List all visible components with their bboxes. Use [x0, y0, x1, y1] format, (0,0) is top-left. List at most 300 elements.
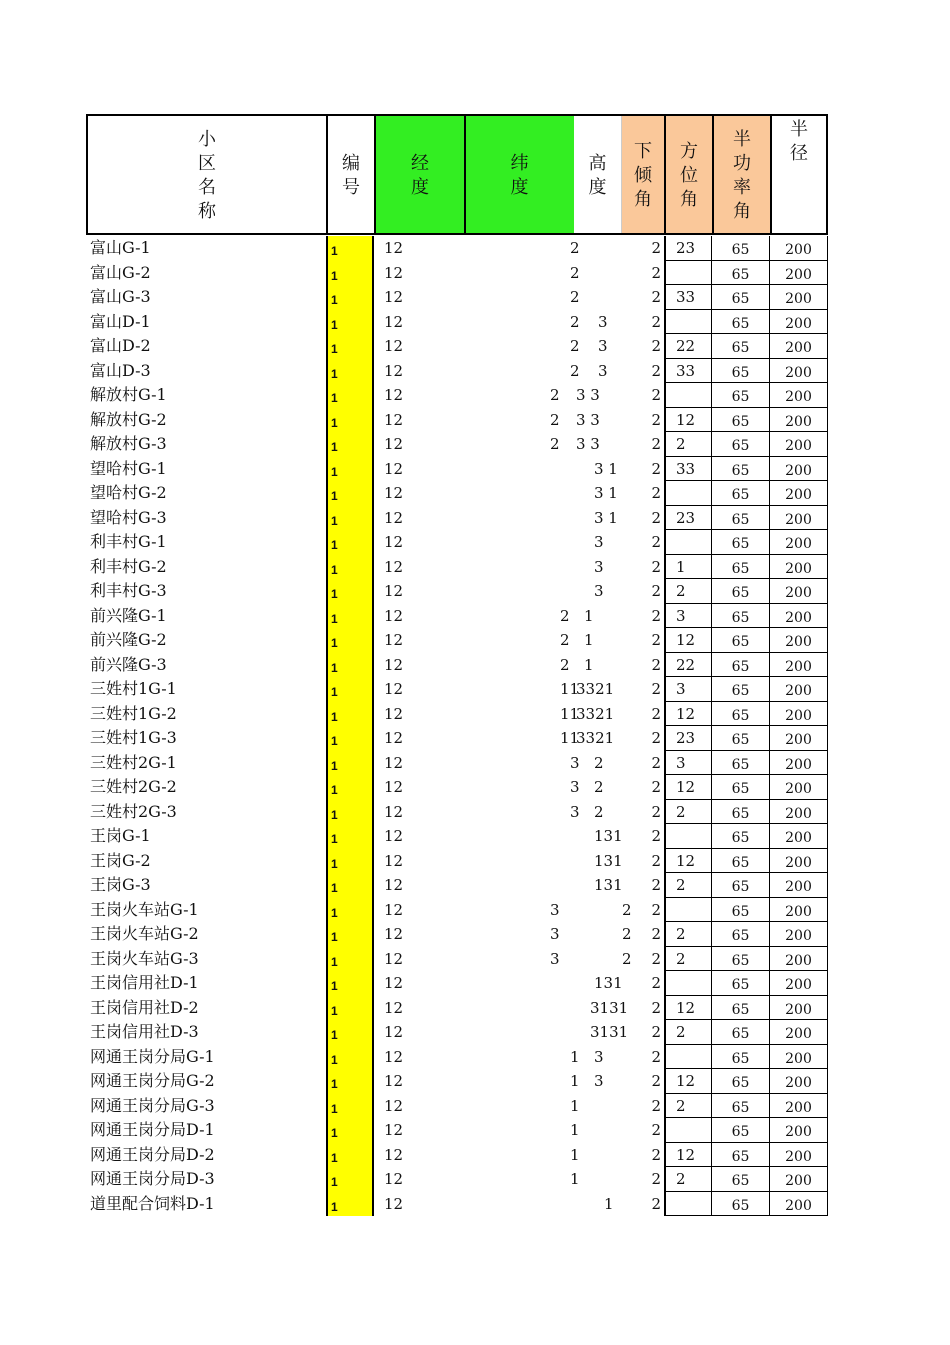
- cell-tilt[interactable]: 2: [651, 1170, 661, 1188]
- cell-lat[interactable]: 2: [560, 606, 570, 625]
- cell-power[interactable]: 65: [712, 996, 770, 1021]
- header-tilt-cell[interactable]: [622, 116, 666, 233]
- table-row[interactable]: [86, 800, 828, 825]
- table-row[interactable]: [86, 898, 828, 923]
- cell-radius[interactable]: 200: [770, 432, 828, 457]
- cell-lat[interactable]: 3: [570, 753, 580, 772]
- cell-name[interactable]: 王岗信用社D-3: [90, 1022, 199, 1041]
- cell-power[interactable]: 65: [712, 261, 770, 286]
- cell-id[interactable]: 1: [326, 408, 374, 433]
- cell-radius[interactable]: 200: [770, 873, 828, 898]
- cell-azimuth[interactable]: [664, 261, 712, 286]
- cell-height[interactable]: 131: [594, 876, 623, 894]
- table-row[interactable]: [86, 359, 828, 384]
- cell-azimuth[interactable]: 23: [664, 506, 712, 531]
- cell-id[interactable]: 1: [326, 285, 374, 310]
- cell-lon[interactable]: 12: [384, 459, 404, 478]
- cell-height[interactable]: 3 3: [576, 410, 600, 429]
- cell-height[interactable]: 3: [598, 312, 608, 331]
- cell-azimuth[interactable]: 2: [664, 1094, 712, 1119]
- table-row[interactable]: [86, 677, 828, 702]
- cell-name[interactable]: 网通王岗分局G-3: [90, 1095, 215, 1115]
- cell-radius[interactable]: 200: [770, 800, 828, 825]
- table-row[interactable]: [86, 873, 828, 898]
- cell-radius[interactable]: 200: [770, 236, 828, 261]
- cell-tilt[interactable]: 2: [651, 802, 661, 821]
- cell-lat[interactable]: 1: [570, 1170, 580, 1188]
- cell-lon[interactable]: 12: [384, 729, 404, 747]
- cell-radius[interactable]: 200: [770, 555, 828, 580]
- cell-lat[interactable]: 2: [570, 263, 580, 282]
- cell-lat[interactable]: [456, 506, 576, 531]
- cell-radius[interactable]: 200: [770, 653, 828, 678]
- cell-tilt[interactable]: 2: [651, 1121, 661, 1139]
- cell-height[interactable]: 3: [594, 582, 604, 600]
- cell-id[interactable]: 1: [326, 824, 374, 849]
- cell-lat[interactable]: [456, 849, 576, 874]
- cell-radius[interactable]: 200: [770, 457, 828, 482]
- cell-id[interactable]: 1: [326, 677, 374, 702]
- table-row[interactable]: [86, 604, 828, 629]
- cell-name[interactable]: 王岗火车站G-1: [90, 899, 199, 919]
- cell-lon[interactable]: 12: [384, 557, 404, 576]
- cell-id[interactable]: 1: [326, 1094, 374, 1119]
- cell-name[interactable]: 富山G-1: [90, 238, 151, 257]
- cell-name[interactable]: 前兴隆G-3: [90, 654, 167, 674]
- cell-power[interactable]: 65: [712, 579, 770, 604]
- table-row[interactable]: [86, 555, 828, 580]
- cell-power[interactable]: 65: [712, 1118, 770, 1143]
- cell-lat[interactable]: [456, 971, 576, 996]
- cell-lat[interactable]: [456, 1020, 576, 1045]
- cell-lon[interactable]: 12: [384, 361, 404, 380]
- cell-tilt[interactable]: 2: [651, 288, 661, 306]
- cell-id[interactable]: 1: [326, 751, 374, 776]
- cell-height[interactable]: 2: [594, 802, 604, 821]
- cell-radius[interactable]: 200: [770, 628, 828, 653]
- cell-power[interactable]: 65: [712, 800, 770, 825]
- cell-power[interactable]: 65: [712, 1167, 770, 1192]
- header-height-cell[interactable]: [574, 116, 622, 233]
- cell-radius[interactable]: 200: [770, 677, 828, 702]
- cell-power[interactable]: 65: [712, 898, 770, 923]
- cell-radius[interactable]: 200: [770, 285, 828, 310]
- cell-height[interactable]: 3: [594, 557, 604, 576]
- cell-power[interactable]: 65: [712, 775, 770, 800]
- cell-power[interactable]: 65: [712, 1069, 770, 1094]
- cell-height[interactable]: 131: [594, 851, 623, 870]
- cell-lat[interactable]: 2: [550, 410, 560, 429]
- cell-name[interactable]: 解放村G-3: [90, 434, 167, 453]
- cell-lat[interactable]: [456, 481, 576, 506]
- cell-azimuth[interactable]: 12: [664, 996, 712, 1021]
- cell-tilt[interactable]: 2: [651, 386, 661, 404]
- cell-lon[interactable]: 12: [384, 239, 404, 257]
- table-row[interactable]: [86, 506, 828, 531]
- cell-name[interactable]: 王岗信用社D-2: [90, 997, 199, 1017]
- cell-id[interactable]: 1: [326, 383, 374, 408]
- cell-power[interactable]: 65: [712, 1143, 770, 1168]
- cell-power[interactable]: 65: [712, 383, 770, 408]
- cell-lon[interactable]: 12: [384, 263, 404, 282]
- cell-id[interactable]: 1: [326, 628, 374, 653]
- cell-radius[interactable]: 200: [770, 1167, 828, 1192]
- cell-id[interactable]: 1: [326, 996, 374, 1021]
- cell-name[interactable]: 王岗G-3: [90, 875, 151, 894]
- table-row[interactable]: [86, 1167, 828, 1192]
- cell-name[interactable]: 三姓村2G-3: [90, 801, 177, 821]
- cell-height[interactable]: 3: [594, 1072, 604, 1090]
- cell-height[interactable]: 2: [622, 949, 632, 968]
- cell-azimuth[interactable]: [664, 1192, 712, 1217]
- cell-name[interactable]: 望哈村G-2: [90, 483, 167, 502]
- cell-power[interactable]: 65: [712, 947, 770, 972]
- cell-tilt[interactable]: 2: [651, 435, 661, 453]
- cell-tilt[interactable]: 2: [651, 1145, 661, 1164]
- cell-id[interactable]: 1: [326, 971, 374, 996]
- cell-power[interactable]: 65: [712, 506, 770, 531]
- cell-azimuth[interactable]: 2: [664, 922, 712, 947]
- cell-name[interactable]: 网通王岗分局D-3: [90, 1169, 215, 1188]
- cell-name[interactable]: 富山G-2: [90, 262, 151, 282]
- cell-lat[interactable]: 11: [560, 680, 580, 698]
- cell-lon[interactable]: 12: [384, 949, 404, 968]
- cell-name[interactable]: 王岗火车站G-2: [90, 924, 199, 943]
- cell-lon[interactable]: 12: [384, 1170, 404, 1188]
- cell-lat[interactable]: [456, 555, 576, 580]
- cell-name[interactable]: 王岗G-2: [90, 850, 151, 870]
- cell-name[interactable]: 王岗信用社D-1: [90, 973, 199, 992]
- cell-radius[interactable]: 200: [770, 1045, 828, 1070]
- cell-azimuth[interactable]: 12: [664, 628, 712, 653]
- cell-radius[interactable]: 200: [770, 898, 828, 923]
- cell-azimuth[interactable]: [664, 530, 712, 555]
- cell-radius[interactable]: 200: [770, 702, 828, 727]
- cell-id[interactable]: 1: [326, 653, 374, 678]
- cell-lon[interactable]: 12: [384, 1194, 404, 1213]
- cell-power[interactable]: 65: [712, 628, 770, 653]
- cell-azimuth[interactable]: 33: [664, 359, 712, 384]
- cell-azimuth[interactable]: 12: [664, 408, 712, 433]
- cell-radius[interactable]: 200: [770, 1192, 828, 1217]
- table-row[interactable]: [86, 628, 828, 653]
- cell-name[interactable]: 前兴隆G-1: [90, 605, 167, 625]
- cell-radius[interactable]: 200: [770, 334, 828, 359]
- cell-lat[interactable]: 2: [570, 361, 580, 380]
- cell-id[interactable]: 1: [326, 604, 374, 629]
- cell-lat[interactable]: 2: [570, 288, 580, 306]
- cell-name[interactable]: 网通王岗分局D-2: [90, 1144, 215, 1164]
- cell-tilt[interactable]: 2: [651, 778, 661, 796]
- cell-tilt[interactable]: 2: [651, 680, 661, 698]
- cell-lon[interactable]: 12: [384, 680, 404, 698]
- cell-radius[interactable]: 200: [770, 1020, 828, 1045]
- table-row[interactable]: [86, 922, 828, 947]
- table-row[interactable]: [86, 726, 828, 751]
- cell-tilt[interactable]: 2: [651, 1023, 661, 1041]
- cell-lon[interactable]: 12: [384, 337, 404, 355]
- cell-name[interactable]: 三姓村1G-2: [90, 703, 177, 723]
- cell-id[interactable]: 1: [326, 898, 374, 923]
- cell-lat[interactable]: 3: [570, 778, 580, 796]
- cell-lat[interactable]: 2: [560, 655, 570, 674]
- cell-id[interactable]: 1: [326, 702, 374, 727]
- table-row[interactable]: [86, 408, 828, 433]
- cell-azimuth[interactable]: 12: [664, 702, 712, 727]
- cell-name[interactable]: 利丰村G-2: [90, 556, 167, 576]
- cell-lon[interactable]: 12: [384, 851, 404, 870]
- cell-id[interactable]: 1: [326, 775, 374, 800]
- cell-power[interactable]: 65: [712, 1045, 770, 1070]
- table-row[interactable]: [86, 432, 828, 457]
- cell-lon[interactable]: 12: [384, 1145, 404, 1164]
- cell-name[interactable]: 富山G-3: [90, 287, 151, 306]
- cell-tilt[interactable]: 2: [651, 533, 661, 551]
- cell-lon[interactable]: 12: [384, 802, 404, 821]
- table-row[interactable]: [86, 481, 828, 506]
- cell-id[interactable]: 1: [326, 947, 374, 972]
- cell-id[interactable]: 1: [326, 1167, 374, 1192]
- cell-radius[interactable]: 200: [770, 996, 828, 1021]
- cell-name[interactable]: 网通王岗分局G-2: [90, 1071, 215, 1090]
- cell-power[interactable]: 65: [712, 334, 770, 359]
- cell-tilt[interactable]: 2: [651, 239, 661, 257]
- header-id-cell[interactable]: [328, 116, 376, 233]
- cell-power[interactable]: 65: [712, 432, 770, 457]
- cell-azimuth[interactable]: 2: [664, 800, 712, 825]
- table-row[interactable]: [86, 971, 828, 996]
- cell-height[interactable]: 1: [584, 606, 594, 625]
- cell-radius[interactable]: 200: [770, 947, 828, 972]
- cell-id[interactable]: 1: [326, 800, 374, 825]
- cell-azimuth[interactable]: 23: [664, 726, 712, 751]
- cell-lon[interactable]: 12: [384, 435, 404, 453]
- cell-lon[interactable]: 12: [384, 484, 404, 502]
- cell-tilt[interactable]: 2: [651, 1096, 661, 1115]
- cell-height[interactable]: 3 1: [594, 484, 618, 502]
- table-row[interactable]: [86, 310, 828, 335]
- cell-azimuth[interactable]: [664, 971, 712, 996]
- cell-azimuth[interactable]: 2: [664, 947, 712, 972]
- cell-id[interactable]: 1: [326, 873, 374, 898]
- cell-id[interactable]: 1: [326, 506, 374, 531]
- cell-lat[interactable]: [456, 530, 576, 555]
- cell-lat[interactable]: [456, 996, 576, 1021]
- cell-lat[interactable]: 1: [570, 1047, 580, 1066]
- cell-radius[interactable]: 200: [770, 506, 828, 531]
- cell-radius[interactable]: 200: [770, 824, 828, 849]
- cell-tilt[interactable]: 2: [651, 704, 661, 723]
- cell-power[interactable]: 65: [712, 971, 770, 996]
- cell-power[interactable]: 65: [712, 751, 770, 776]
- table-row[interactable]: [86, 849, 828, 874]
- cell-radius[interactable]: 200: [770, 1094, 828, 1119]
- cell-name[interactable]: 望哈村G-3: [90, 507, 167, 527]
- table-row[interactable]: [86, 334, 828, 359]
- cell-name[interactable]: 王岗G-1: [90, 826, 151, 845]
- table-row[interactable]: [86, 457, 828, 482]
- cell-radius[interactable]: 200: [770, 579, 828, 604]
- cell-lat[interactable]: [456, 1192, 576, 1217]
- cell-lat[interactable]: 1: [570, 1145, 580, 1164]
- table-row[interactable]: [86, 530, 828, 555]
- cell-lat[interactable]: 3: [550, 925, 560, 943]
- cell-azimuth[interactable]: 2: [664, 1167, 712, 1192]
- cell-radius[interactable]: 200: [770, 530, 828, 555]
- cell-id[interactable]: 1: [326, 1069, 374, 1094]
- cell-height[interactable]: 3131: [590, 998, 629, 1017]
- table-row[interactable]: [86, 1094, 828, 1119]
- cell-power[interactable]: 65: [712, 236, 770, 261]
- cell-tilt[interactable]: 2: [651, 312, 661, 331]
- cell-lat[interactable]: 3: [550, 949, 560, 968]
- cell-tilt[interactable]: 2: [651, 851, 661, 870]
- cell-lon[interactable]: 12: [384, 1072, 404, 1090]
- cell-tilt[interactable]: 2: [651, 410, 661, 429]
- cell-lon[interactable]: 12: [384, 1047, 404, 1066]
- cell-tilt[interactable]: 2: [651, 1072, 661, 1090]
- cell-height[interactable]: 3 1: [594, 508, 618, 527]
- cell-radius[interactable]: 200: [770, 971, 828, 996]
- cell-lon[interactable]: 12: [384, 410, 404, 429]
- header-lon-cell[interactable]: [376, 116, 466, 233]
- cell-azimuth[interactable]: 2: [664, 873, 712, 898]
- cell-lon[interactable]: 12: [384, 876, 404, 894]
- table-row[interactable]: [86, 579, 828, 604]
- cell-azimuth[interactable]: 12: [664, 775, 712, 800]
- table-row[interactable]: [86, 1020, 828, 1045]
- cell-azimuth[interactable]: 22: [664, 653, 712, 678]
- cell-height[interactable]: 3: [598, 361, 608, 380]
- cell-azimuth[interactable]: [664, 383, 712, 408]
- cell-lon[interactable]: 12: [384, 900, 404, 919]
- cell-tilt[interactable]: 2: [651, 484, 661, 502]
- cell-radius[interactable]: 200: [770, 604, 828, 629]
- cell-id[interactable]: 1: [326, 261, 374, 286]
- cell-tilt[interactable]: 2: [651, 753, 661, 772]
- cell-azimuth[interactable]: 12: [664, 1143, 712, 1168]
- cell-tilt[interactable]: 2: [651, 998, 661, 1017]
- cell-name[interactable]: 利丰村G-3: [90, 581, 167, 600]
- header-power-cell[interactable]: [714, 116, 772, 233]
- cell-power[interactable]: 65: [712, 408, 770, 433]
- cell-id[interactable]: 1: [326, 1020, 374, 1045]
- cell-lat[interactable]: 1: [570, 1121, 580, 1139]
- cell-power[interactable]: 65: [712, 481, 770, 506]
- header-azimuth-cell[interactable]: [666, 116, 714, 233]
- cell-lon[interactable]: 12: [384, 827, 404, 845]
- cell-lon[interactable]: 12: [384, 1023, 404, 1041]
- table-row[interactable]: [86, 285, 828, 310]
- cell-id[interactable]: 1: [326, 359, 374, 384]
- cell-power[interactable]: 65: [712, 555, 770, 580]
- cell-lat[interactable]: 11: [560, 704, 580, 723]
- cell-lon[interactable]: 12: [384, 974, 404, 992]
- cell-power[interactable]: 65: [712, 702, 770, 727]
- cell-lon[interactable]: 12: [384, 312, 404, 331]
- cell-lat[interactable]: 3: [570, 802, 580, 821]
- cell-height[interactable]: 3321: [576, 680, 615, 698]
- cell-height[interactable]: 131: [594, 827, 623, 845]
- cell-azimuth[interactable]: [664, 481, 712, 506]
- cell-name[interactable]: 道里配合饲料D-1: [90, 1193, 215, 1213]
- cell-lon[interactable]: 12: [384, 704, 404, 723]
- cell-lat[interactable]: 1: [570, 1072, 580, 1090]
- cell-radius[interactable]: 200: [770, 261, 828, 286]
- cell-height[interactable]: 1: [604, 1194, 614, 1213]
- cell-height[interactable]: 1: [584, 655, 594, 674]
- cell-id[interactable]: 1: [326, 849, 374, 874]
- cell-azimuth[interactable]: [664, 824, 712, 849]
- cell-azimuth[interactable]: 12: [664, 849, 712, 874]
- cell-name[interactable]: 三姓村2G-2: [90, 777, 177, 796]
- cell-height[interactable]: 1: [584, 631, 594, 649]
- cell-azimuth[interactable]: [664, 1045, 712, 1070]
- cell-height[interactable]: 3 3: [576, 386, 600, 404]
- cell-tilt[interactable]: 2: [651, 655, 661, 674]
- cell-height[interactable]: 131: [594, 974, 623, 992]
- cell-power[interactable]: 65: [712, 310, 770, 335]
- cell-azimuth[interactable]: 1: [664, 555, 712, 580]
- table-row[interactable]: [86, 996, 828, 1021]
- table-row[interactable]: [86, 947, 828, 972]
- cell-azimuth[interactable]: 33: [664, 457, 712, 482]
- cell-name[interactable]: 网通王岗分局D-1: [90, 1120, 215, 1139]
- cell-radius[interactable]: 200: [770, 726, 828, 751]
- cell-tilt[interactable]: 2: [651, 900, 661, 919]
- cell-azimuth[interactable]: 2: [664, 579, 712, 604]
- cell-lat[interactable]: 2: [570, 239, 580, 257]
- cell-lon[interactable]: 12: [384, 925, 404, 943]
- table-row[interactable]: [86, 1045, 828, 1070]
- cell-tilt[interactable]: 2: [651, 974, 661, 992]
- cell-height[interactable]: 2: [594, 753, 604, 772]
- cell-height[interactable]: 3: [594, 533, 604, 551]
- cell-azimuth[interactable]: 12: [664, 1069, 712, 1094]
- cell-azimuth[interactable]: 3: [664, 604, 712, 629]
- cell-name[interactable]: 解放村G-2: [90, 409, 167, 429]
- cell-height[interactable]: 3321: [576, 704, 615, 723]
- cell-lat[interactable]: [456, 457, 576, 482]
- cell-name[interactable]: 网通王岗分局G-1: [90, 1046, 215, 1066]
- cell-id[interactable]: 1: [326, 1118, 374, 1143]
- table-row[interactable]: [86, 824, 828, 849]
- cell-id[interactable]: 1: [326, 1143, 374, 1168]
- cell-azimuth[interactable]: 23: [664, 236, 712, 261]
- cell-power[interactable]: 65: [712, 677, 770, 702]
- table-row[interactable]: [86, 1118, 828, 1143]
- cell-azimuth[interactable]: 3: [664, 677, 712, 702]
- cell-power[interactable]: 65: [712, 726, 770, 751]
- cell-lon[interactable]: 12: [384, 778, 404, 796]
- cell-lat[interactable]: 11: [560, 729, 580, 747]
- table-row[interactable]: [86, 236, 828, 261]
- cell-name[interactable]: 三姓村2G-1: [90, 752, 177, 772]
- cell-azimuth[interactable]: 2: [664, 432, 712, 457]
- table-row[interactable]: [86, 1192, 828, 1217]
- cell-radius[interactable]: 200: [770, 1069, 828, 1094]
- cell-height[interactable]: 2: [622, 925, 632, 943]
- cell-radius[interactable]: 200: [770, 922, 828, 947]
- cell-id[interactable]: 1: [326, 310, 374, 335]
- cell-lon[interactable]: 12: [384, 508, 404, 527]
- cell-id[interactable]: 1: [326, 1045, 374, 1070]
- cell-power[interactable]: 65: [712, 1192, 770, 1217]
- cell-radius[interactable]: 200: [770, 1143, 828, 1168]
- cell-id[interactable]: 1: [326, 530, 374, 555]
- cell-radius[interactable]: 200: [770, 1118, 828, 1143]
- cell-power[interactable]: 65: [712, 873, 770, 898]
